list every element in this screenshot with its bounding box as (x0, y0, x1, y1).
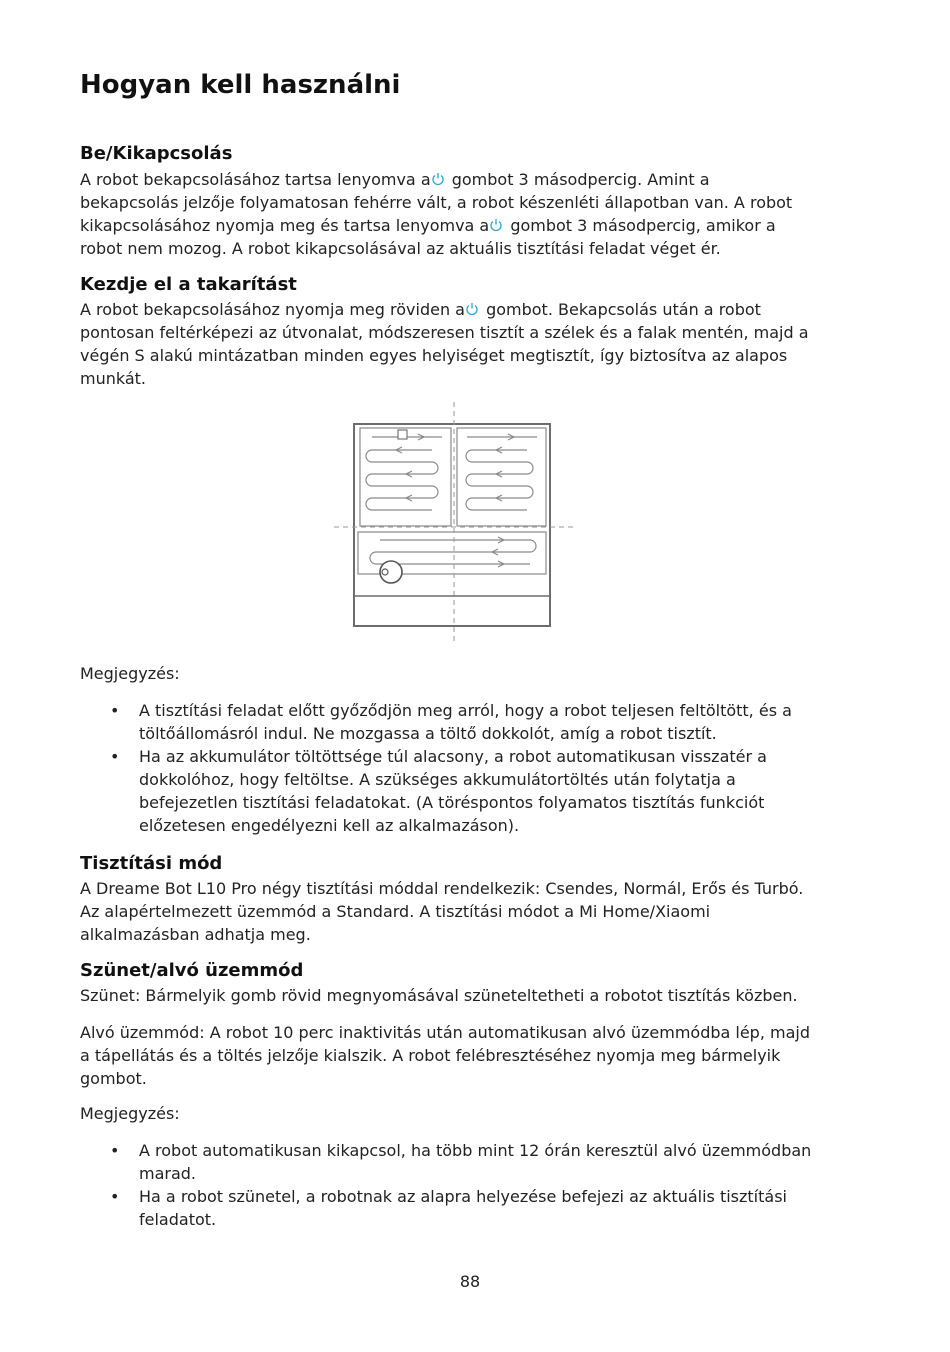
pause-paragraph: Szünet: Bármelyik gomb rövid megnyomásával szüneteltetheti a robotot tisztítás közben. (80, 986, 798, 1005)
text-span: a tápellátás és a töltés jelzője kialszik. A robot felébresztéséhez nyomja meg bármelyik (80, 1046, 781, 1065)
text-span: befejezetlen tisztítási feladatokat. (A töréspontos folyamatos tisztítás funkciót (139, 793, 765, 812)
section-heading-power: Be/Kikapcsolás (80, 143, 233, 164)
text-span: feladatot. (139, 1210, 217, 1229)
cleaning-path-svg (332, 400, 578, 646)
power-icon (431, 172, 445, 186)
text-span: Alvó üzemmód: A robot 10 perc inaktivitás után automatikusan alvó üzemmódba lép, majd (80, 1023, 810, 1042)
section-start (80, 273, 840, 390)
text-span: A robot bekapcsolásához nyomja meg röviden a (80, 300, 465, 319)
text-span: kikapcsolásához nyomja meg és tartsa lenyomva a (80, 216, 490, 235)
section-power (80, 142, 840, 260)
text-span: végén S alakú mintázatban minden egyes helyiséget megtisztít, így biztosítva az alapos (80, 346, 788, 365)
page-number: 88 (459, 1272, 481, 1291)
text-span: marad. (139, 1164, 197, 1183)
text-span: munkát. (80, 369, 147, 388)
text-span: alkalmazásban adhatja meg. (80, 925, 311, 944)
text-span: pontosan feltérképezi az útvonalat, módszeresen tisztít a szélek és a falak mentén, majd a (80, 323, 809, 342)
power-icon (465, 302, 479, 316)
note-list (80, 699, 840, 837)
list-item (80, 1185, 840, 1231)
text-span: gombot 3 másodpercig, amikor a (505, 216, 776, 235)
section-heading-start: Kezdje el a takarítást (80, 274, 297, 295)
note-list (80, 1139, 840, 1231)
text-span: A tisztítási feladat előtt győződjön meg arról, hogy a robot teljesen feltöltött, és a (139, 701, 792, 720)
text-span: Ha a robot szünetel, a robotnak az alapra helyezése befejezi az aktuális tisztítási (139, 1187, 787, 1206)
bullet: • (110, 1187, 120, 1206)
text-span: gombot 3 másodpercig. Amint a (446, 170, 710, 189)
section-mode (80, 852, 840, 946)
bullet: • (110, 701, 120, 720)
text-span: töltőállomásról indul. Ne mozgassa a töltő dokkolót, amíg a robot tisztít. (139, 724, 717, 743)
sleep-paragraph (80, 1021, 840, 1090)
section-note-2 (80, 1102, 840, 1231)
bullet: • (110, 1141, 120, 1160)
text-span: dokkolóhoz, hogy feltöltse. A szükséges akkumulátortöltés után folytatja a (139, 770, 736, 789)
section-note-1 (80, 662, 840, 837)
power-icon (489, 218, 503, 232)
text-span: A robot automatikusan kikapcsol, ha több mint 12 órán keresztül alvó üzemmódban (139, 1141, 812, 1160)
text-span: bekapcsolás jelzője folyamatosan fehérre vált, a robot készenléti állapotban van. A robot (80, 193, 793, 212)
section-heading-mode: Tisztítási mód (80, 853, 223, 874)
list-item (80, 1139, 840, 1185)
text-span: előzetesen engedélyezni kell az alkalmazáson). (139, 816, 520, 835)
text-span: A robot bekapcsolásához tartsa lenyomva a (80, 170, 431, 189)
section-pause (80, 959, 840, 1090)
text-span: gombot. Bekapcsolás után a robot (480, 300, 761, 319)
dock-icon (398, 430, 407, 439)
note-label: Megjegyzés: (80, 664, 180, 683)
text-span: gombot. (80, 1069, 147, 1088)
mode-paragraph (80, 877, 840, 946)
section-heading-pause: Szünet/alvó üzemmód (80, 960, 304, 981)
text-span: Az alapértelmezett üzemmód a Standard. A tisztítási módot a Mi Home/Xiaomi (80, 902, 711, 921)
page-title: Hogyan kell használni (80, 70, 401, 100)
list-item (80, 699, 840, 745)
text-span: robot nem mozog. A robot kikapcsolásával az aktuális tisztítási feladat véget ér. (80, 239, 721, 258)
note-label: Megjegyzés: (80, 1104, 180, 1123)
text-span: Ha az akkumulátor töltöttsége túl alacsony, a robot automatikusan visszatér a (139, 747, 767, 766)
cleaning-path-diagram (332, 400, 578, 646)
start-paragraph (80, 298, 840, 390)
bullet: • (110, 747, 120, 766)
text-span: A Dreame Bot L10 Pro négy tisztítási móddal rendelkezik: Csendes, Normál, Erős és Turbó. (80, 879, 804, 898)
robot-icon (380, 561, 402, 583)
power-paragraph (80, 168, 840, 260)
list-item (80, 745, 840, 837)
